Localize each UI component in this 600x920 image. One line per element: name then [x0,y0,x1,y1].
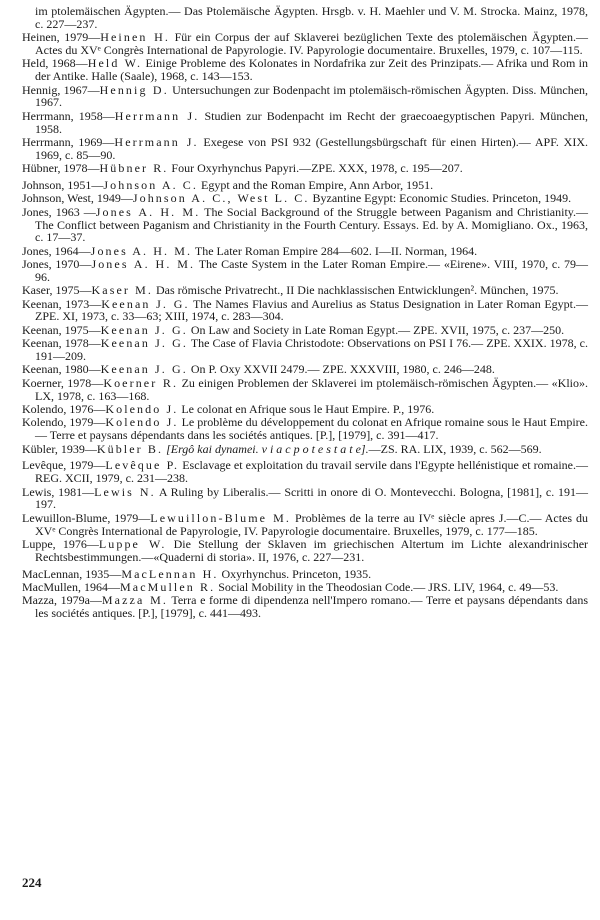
entry-text: Esclavage et exploitation du travail servile dans l'Egypte hellénistique et romaine.— REG. XCII, 1979, c. 231—238. [35,458,588,486]
entry-text: Le colonat en Afrique sous le Haut Empire. P., 1976. [181,402,435,416]
entry-author: Lewis N. [94,484,156,499]
bibliography-entry [22,538,588,564]
entry-author: Keenan J. G. [100,336,188,351]
entry-key: Herrmann, 1969— [22,134,115,149]
entry-key: Johnson, 1951— [22,177,104,192]
bibliography-entry [22,136,588,162]
bibliography-entry [22,403,588,416]
entry-author: Koerner R. [103,375,179,390]
entry-author: Kolendo J. [105,415,179,430]
bibliography-entry [22,581,588,594]
bibliography-entry [22,206,588,244]
entry-key: Keenan, 1978— [22,336,101,351]
entry-key: Jones, 1970— [22,257,92,272]
bibliography-list [22,5,588,621]
entry-text: Untersuchungen zur Bodenpacht im ptolemäisch-römischen Ägypten. Diss. München, 1967. [35,82,589,110]
entry-author: Keenan J. G. [100,322,188,337]
entry-author: Kolendo J. [105,402,179,416]
entry-author: MacLennan H. [121,566,219,581]
entry-key: Luppe, 1976— [22,536,99,551]
entry-text: On P. Oxy XXVII 2479.— ZPE. XXXVIII, 1980, c. 246—248. [190,362,495,377]
entry-text: Das römische Privatrecht., II Die nachklassischen Entwicklungen². München, 1975. [155,283,559,298]
bibliography-entry [22,363,588,376]
bibliography-entry [22,110,588,136]
bibliography-entry [22,459,588,485]
entry-key: Held, 1968— [22,56,88,71]
entry-author: MacMullen R. [120,579,216,594]
entry-key: Lewuillon-Blume, 1979— [22,510,151,525]
entry-author: Hübner R. [99,161,169,176]
entry-text: Exegese von PSI 932 (Gestellungsbürgschaft für einen Hirten).— APF. XIX. 1969, c. 85—90. [35,134,589,162]
entry-text: Studien zur Bodenpacht im Recht der graecoaegyptischen Papyri. München, 1958. [35,108,588,136]
entry-key: Kolendo, 1976— [22,402,106,416]
bibliography-entry [22,162,588,175]
bibliography-entry [22,377,588,403]
entry-text: The Social Background of the Struggle between Paganism and Christianity.— The Conflict between Paganism and Christianity in the Fourth Century. Essays. Ed. by A. Momigliano. Ox., 1963, c. 17—37. [35,204,589,245]
entry-author: Johnson A. C., West L. C. [132,191,310,206]
entry-key: Kolendo, 1979— [22,415,106,430]
bibliography-entry [22,337,588,363]
entry-text: Die Stellung der Sklaven im griechischen Altertum im Lichte alexandrinischer Rechtsbestimmungen.—«Quaderni di storia». II, 1976, c. 227—231. [35,536,589,564]
entry-author: Heinen H. [100,30,170,45]
bibliography-entry [22,284,588,297]
entry-key: Kübler, 1939— [22,441,97,456]
entry-author: Herrmann J. [114,108,200,123]
bibliography-entry [22,512,588,538]
bibliography-entry [22,443,588,456]
entry-author: Levêque P. [105,458,180,473]
entry-author: Jones A. H. M. [91,257,196,272]
bibliography-entry [22,486,588,512]
entry-text: Egypt and the Roman Empire, Ann Arbor, 1951. [201,177,434,192]
entry-key: Jones, 1964— [22,243,91,258]
entry-key: Heinen, 1979— [22,30,101,45]
entry-text: Byzantine Egypt: Economic Studies. Princeton, 1949. [312,191,572,206]
entry-key: Herrmann, 1958— [22,108,115,123]
entry-key: Mazza, 1979a— [22,593,102,608]
entry-author: Keenan J. G. [101,296,190,311]
entry-text: Problèmes de la terre au IVᵉ siècle apres J.—C.— Actes du XVᵉ Congrès International de Papyrologie, IV. Papyrologie documentaire. Bruxelles, 1979, c. 177—185. [35,510,588,538]
bibliography-entry [22,179,588,192]
page-number: 224 [22,875,42,890]
entry-text: Four Oxyrhynchus Papyri.—ZPE. XXX, 1978, c. 195—207. [171,161,463,176]
entry-text: The Case of Flavia Christodote: Observations on PSI I 76.— ZPE. XXIX. 1978, c. 191—209. [35,336,588,364]
entry-author: Keenan J. G. [100,362,188,377]
entry-key: Keenan, 1980— [22,362,101,377]
bibliography-entry [22,5,588,31]
bibliography-entry [22,31,588,57]
bibliography-entry [22,258,588,284]
entry-author: Mazza M. [101,593,168,608]
entry-key: Hennig, 1967— [22,82,100,97]
entry-italic-title: [Ergô kai dynamei. v i a c p o t e s t a t e]. [166,441,369,456]
entry-text: The Names Flavius and Aurelius as Status Designation in Later Roman Egypt.— ZPE. XI, 1973, c. 33—63; XIII, 1974, c. 283—304. [35,296,588,324]
entry-author: Kaser M. [91,283,153,298]
entry-author: Held W. [87,56,143,71]
entry-text: Zu einigen Problemen der Sklaverei im ptolemäisch-römischen Ägypten.— «Klio». LX, 1978, c. 163—168. [35,375,588,403]
entry-key: Johnson, West, 1949— [22,191,133,206]
entry-text: On Law and Society in Late Roman Egypt.— ZPE. XVII, 1975, c. 237—250. [190,322,565,337]
entry-text: im ptolemäischen Ägypten.— Das Ptolemäische Ägypten. Hrsgb. v. H. Maehler und V. M. Strocka. Mainz, 1978, c. 227—237. [35,4,588,31]
entry-text: The Later Roman Empire 284—602. I—II. Norman, 1964. [194,243,478,258]
entry-key: Hübner, 1978— [22,161,100,176]
entry-key: MacLennan, 1935— [22,566,122,581]
entry-key: Levêque, 1979— [22,458,106,473]
bibliography-entry [22,245,588,258]
bibliography-entry [22,192,588,205]
entry-author: Jones A. H. M. [90,243,193,258]
entry-author: Kübler B. [96,441,164,456]
bibliography-entry [22,84,588,110]
entry-key: Koerner, 1978— [22,375,104,390]
entry-key: MacMullen, 1964— [22,579,120,594]
entry-text: Für ein Corpus der auf Sklaverei bezüglichen Texte des ptolemäischen Ägypten.— Actes du XVᵉ Congrès International de Papyrologie. IV. Papyrologie documentaire. Bruxelles, 1979, c. 107—115. [35,30,589,57]
entry-author: Jones A. H. M. [95,204,201,219]
entry-author: Johnson A. C. [103,177,198,192]
entry-text: Einige Probleme des Kolonates in Nordafrika zur Zeit des Prinzipats.— Afrika und Rom in der Antike. Halle (Saale), 1968, c. 143—153. [35,56,589,84]
entry-key: Lewis, 1981— [22,484,95,499]
entry-text: —ZS. RA. LIX, 1939, c. 562—569. [368,441,542,456]
entry-text: A Ruling by Liberalis.— Scritti in onore di O. Montevecchi. Bologna, [1981], c. 191—197. [35,484,589,512]
bibliography-entry [22,324,588,337]
entry-text: Social Mobility in the Theodosian Code.— JRS. LIV, 1964, c. 49—53. [218,579,559,594]
entry-author: Lewuillon-Blume M. [150,510,291,525]
entry-key: Jones, 1963 — [22,204,96,219]
bibliography-entry [22,416,588,442]
entry-text: The Caste System in the Later Roman Empire.— «Eirene». VIII, 1970, c. 79—96. [35,257,588,284]
entry-key: Kaser, 1975— [22,283,92,298]
bibliography-entry [22,57,588,83]
entry-text: Terra e forme di dipendenza nell'Impero romano.— Terre et paysans dépendants dans les sociétés antiques. [P.], [1979], c. 441—493. [35,593,588,621]
bibliography-entry [22,298,588,324]
entry-author: Herrmann J. [114,134,199,149]
bibliography-entry [22,568,588,581]
entry-text: Le problème du développement du colonat en Afrique romaine sous le Haut Empire.— Terre et paysans dépendants dans les sociétés antiques. [P.], [1979], c. 391—417. [35,415,589,443]
entry-author: Luppe W. [98,536,167,551]
entry-author: Hennig D. [99,82,169,97]
entry-key: Keenan, 1975— [22,322,101,337]
entry-text: Oxyrhynchus. Princeton, 1935. [221,566,372,581]
entry-key: Keenan, 1973— [22,296,102,311]
bibliography-entry [22,594,588,620]
